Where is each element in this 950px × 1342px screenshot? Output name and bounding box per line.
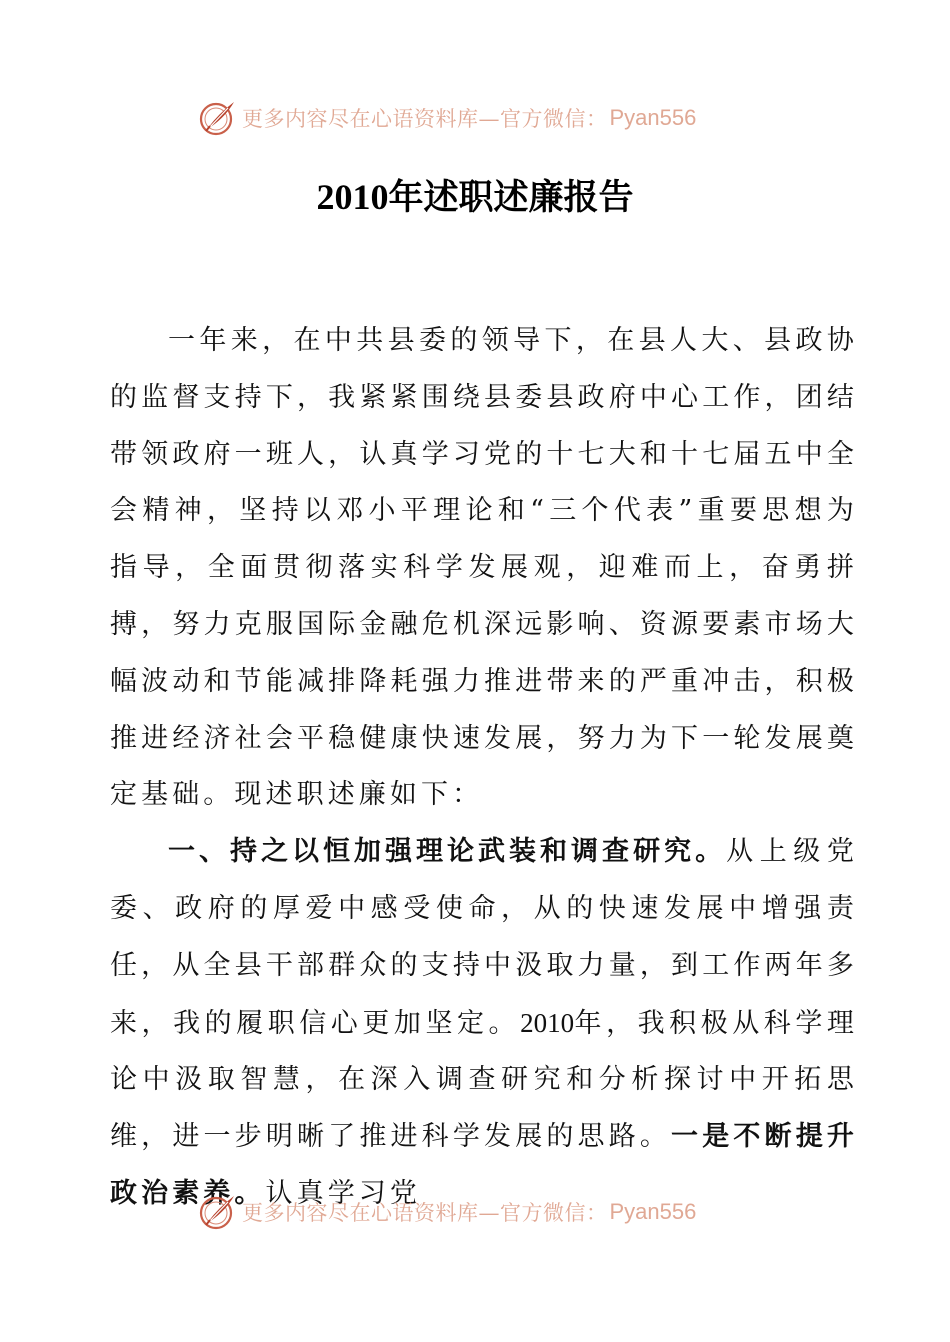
paragraph-section-1 [110,824,858,1223]
section-text-a: 从上级党委、政府的厚爱中感受使命，从的快速发展中增强责任，从全县干部群众的支持中汲取力量，到工作两年多来，我的履职信心更加坚定。 [110,836,859,1039]
section-text-b: 年，我积极从科学理论中汲取智慧，在深入调查研究和分析探讨中开拓思维，进一步明晰了推进科学发展的思路。 [110,1007,858,1153]
paragraph-intro [110,313,858,824]
watermark-wechat-id: Pyan556 [609,1199,697,1224]
header-watermark [198,98,758,138]
document-body [110,313,858,1223]
watermark-text: 更多内容尽在心语资料库—官方微信： [242,1201,608,1225]
title-text: 年述职述廉报告 [388,177,634,218]
section-bold-point: 一是不断提升政治素养。 [110,1121,858,1209]
title-year: 2010 [316,177,389,217]
footer-watermark [198,1192,758,1232]
quill-logo-icon [198,1192,238,1232]
page-title [0,172,950,223]
section-heading: 一、持之以恒加强理论武装和调查研究。 [168,836,727,868]
section-year: 2010 [520,1007,575,1038]
section-text-c: 认真学习党 [265,1177,421,1209]
intro-text: 一年来，在中共县委的领导下，在县人大、县政协的监督支持下，我紧紧围绕县委县政府中心工作，团结带领政府一班人，认真学习党的十七大和十七届五中全会精神，坚持以邓小平理论和“三个代表”重要思想为指导，全面贯彻落实科学发展观，迎难而上，奋勇拼搏，努力克服国际金融危机深远影响、资源要素市场大幅波动和节能减排降耗强力推进带来的严重冲击，积极推进经济社会平稳健康快速发展，努力为下一轮发展奠定基础。现述职述廉如下： [110,325,858,811]
quill-logo-icon [198,98,238,138]
watermark-text: 更多内容尽在心语资料库—官方微信： [242,107,608,131]
watermark-wechat-id: Pyan556 [609,105,697,130]
